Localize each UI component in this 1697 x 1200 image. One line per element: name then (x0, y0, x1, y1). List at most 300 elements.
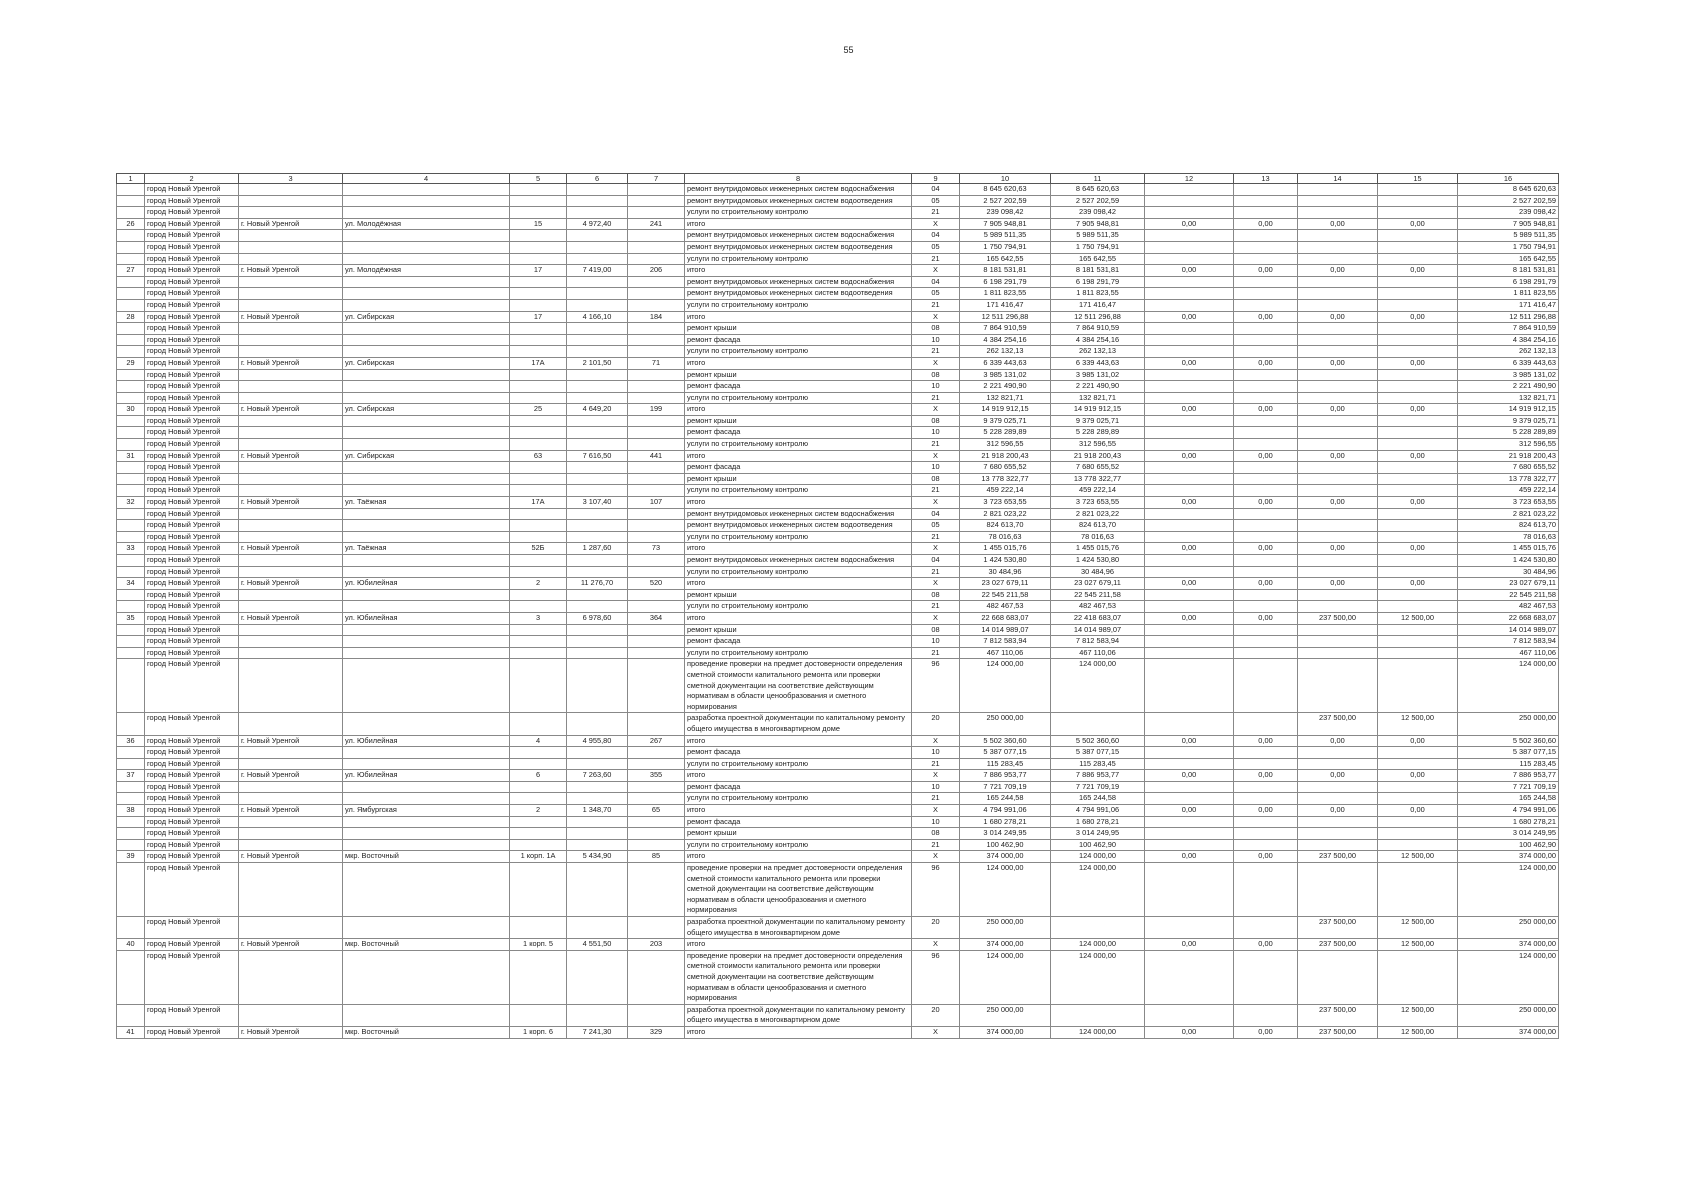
budget-cost-cell (1145, 392, 1234, 404)
local-budget-cell: 0,00 (1234, 265, 1298, 277)
residents-cell (628, 624, 685, 636)
house-number-cell: 17А (510, 497, 567, 509)
other-funds-cell (1378, 334, 1458, 346)
fund-cost-cell: 22 545 211,58 (1051, 589, 1145, 601)
house-number-cell (510, 659, 567, 713)
final-cost-cell: 132 821,71 (1458, 392, 1559, 404)
other-funds-cell (1378, 555, 1458, 567)
residents-cell: 184 (628, 311, 685, 323)
owner-funds-cell (1298, 839, 1378, 851)
owner-funds-cell (1298, 647, 1378, 659)
local-budget-cell (1234, 747, 1298, 759)
owner-funds-cell (1298, 624, 1378, 636)
table-row (117, 288, 1559, 300)
work-code-cell: X (912, 543, 960, 555)
street-cell (343, 520, 510, 532)
row-number-cell (117, 747, 145, 759)
residents-cell (628, 334, 685, 346)
street-cell (343, 462, 510, 474)
owner-funds-cell (1298, 299, 1378, 311)
work-type-cell: услуги по строительному контролю (685, 299, 912, 311)
street-cell (343, 659, 510, 713)
fund-cost-cell: 7 680 655,52 (1051, 462, 1145, 474)
final-cost-cell: 3 014 249,95 (1458, 828, 1559, 840)
house-number-cell (510, 462, 567, 474)
budget-cost-cell (1145, 415, 1234, 427)
other-funds-cell: 12 500,00 (1378, 917, 1458, 939)
fund-cost-cell: 7 812 583,94 (1051, 636, 1145, 648)
owner-funds-cell: 0,00 (1298, 543, 1378, 555)
house-number-cell (510, 230, 567, 242)
budget-cost-cell (1145, 758, 1234, 770)
budget-cost-cell: 0,00 (1145, 450, 1234, 462)
row-number-cell (117, 566, 145, 578)
final-cost-cell: 14 919 912,15 (1458, 404, 1559, 416)
municipality-cell: город Новый Уренгой (145, 839, 239, 851)
final-cost-cell: 824 613,70 (1458, 520, 1559, 532)
work-type-cell: итого (685, 578, 912, 590)
work-type-cell: ремонт крыши (685, 828, 912, 840)
residents-cell (628, 415, 685, 427)
fund-cost-cell: 4 384 254,16 (1051, 334, 1145, 346)
table-row (117, 241, 1559, 253)
local-budget-cell (1234, 713, 1298, 735)
fund-cost-cell: 14 919 912,15 (1051, 404, 1145, 416)
total-cost-cell: 250 000,00 (960, 917, 1051, 939)
owner-funds-cell (1298, 427, 1378, 439)
owner-funds-cell (1298, 392, 1378, 404)
other-funds-cell: 0,00 (1378, 497, 1458, 509)
local-budget-cell (1234, 555, 1298, 567)
budget-cost-cell: 0,00 (1145, 543, 1234, 555)
row-number-cell (117, 253, 145, 265)
final-cost-cell: 4 794 991,06 (1458, 805, 1559, 817)
final-cost-cell: 482 467,53 (1458, 601, 1559, 613)
street-cell (343, 839, 510, 851)
other-funds-cell: 0,00 (1378, 578, 1458, 590)
area-cell: 7 263,60 (567, 770, 628, 782)
house-number-cell (510, 439, 567, 451)
other-funds-cell (1378, 288, 1458, 300)
residents-cell: 85 (628, 851, 685, 863)
municipality-cell: город Новый Уренгой (145, 346, 239, 358)
street-cell (343, 392, 510, 404)
municipality-cell: город Новый Уренгой (145, 601, 239, 613)
total-cost-cell: 8 181 531,81 (960, 265, 1051, 277)
final-cost-cell: 4 384 254,16 (1458, 334, 1559, 346)
work-code-cell: 20 (912, 713, 960, 735)
other-funds-cell (1378, 781, 1458, 793)
total-cost-cell: 22 545 211,58 (960, 589, 1051, 601)
table-row (117, 334, 1559, 346)
residents-cell (628, 636, 685, 648)
row-number-cell: 27 (117, 265, 145, 277)
column-header: 11 (1051, 174, 1145, 184)
residents-cell (628, 473, 685, 485)
fund-cost-cell: 2 221 490,90 (1051, 381, 1145, 393)
budget-cost-cell (1145, 601, 1234, 613)
fund-cost-cell: 115 283,45 (1051, 758, 1145, 770)
work-code-cell: X (912, 450, 960, 462)
budget-cost-cell (1145, 369, 1234, 381)
column-header: 16 (1458, 174, 1559, 184)
total-cost-cell: 7 721 709,19 (960, 781, 1051, 793)
house-number-cell: 17 (510, 311, 567, 323)
municipality-cell: город Новый Уренгой (145, 497, 239, 509)
municipality-cell: город Новый Уренгой (145, 1004, 239, 1026)
fund-cost-cell: 14 014 989,07 (1051, 624, 1145, 636)
final-cost-cell: 459 222,14 (1458, 485, 1559, 497)
fund-cost-cell: 2 527 202,59 (1051, 195, 1145, 207)
table-row (117, 439, 1559, 451)
other-funds-cell (1378, 207, 1458, 219)
row-number-cell: 41 (117, 1026, 145, 1038)
local-budget-cell (1234, 195, 1298, 207)
total-cost-cell: 8 645 620,63 (960, 184, 1051, 196)
fund-cost-cell: 459 222,14 (1051, 485, 1145, 497)
work-type-cell: услуги по строительному контролю (685, 207, 912, 219)
fund-cost-cell: 1 811 823,55 (1051, 288, 1145, 300)
final-cost-cell: 250 000,00 (1458, 1004, 1559, 1026)
row-number-cell: 29 (117, 357, 145, 369)
budget-cost-cell (1145, 473, 1234, 485)
final-cost-cell: 7 680 655,52 (1458, 462, 1559, 474)
owner-funds-cell (1298, 346, 1378, 358)
table-row (117, 184, 1559, 196)
local-budget-cell (1234, 520, 1298, 532)
work-code-cell: 05 (912, 241, 960, 253)
house-number-cell (510, 636, 567, 648)
other-funds-cell (1378, 369, 1458, 381)
municipality-cell: город Новый Уренгой (145, 195, 239, 207)
municipality-cell: город Новый Уренгой (145, 758, 239, 770)
other-funds-cell (1378, 659, 1458, 713)
owner-funds-cell (1298, 758, 1378, 770)
total-cost-cell: 7 886 953,77 (960, 770, 1051, 782)
street-cell (343, 195, 510, 207)
street-cell: ул. Сибирская (343, 450, 510, 462)
street-cell: ул. Юбилейная (343, 735, 510, 747)
other-funds-cell (1378, 381, 1458, 393)
residents-cell: 71 (628, 357, 685, 369)
local-budget-cell: 0,00 (1234, 497, 1298, 509)
owner-funds-cell (1298, 334, 1378, 346)
street-cell (343, 207, 510, 219)
table-row (117, 781, 1559, 793)
owner-funds-cell: 0,00 (1298, 404, 1378, 416)
local-budget-cell (1234, 462, 1298, 474)
street-cell (343, 253, 510, 265)
row-number-cell (117, 230, 145, 242)
final-cost-cell: 9 379 025,71 (1458, 415, 1559, 427)
residents-cell (628, 950, 685, 1004)
budget-cost-cell: 0,00 (1145, 805, 1234, 817)
work-code-cell: 21 (912, 566, 960, 578)
residents-cell (628, 439, 685, 451)
area-cell (567, 659, 628, 713)
total-cost-cell: 21 918 200,43 (960, 450, 1051, 462)
row-number-cell (117, 793, 145, 805)
other-funds-cell (1378, 520, 1458, 532)
work-code-cell: X (912, 612, 960, 624)
house-number-cell (510, 323, 567, 335)
column-header: 13 (1234, 174, 1298, 184)
other-funds-cell (1378, 589, 1458, 601)
work-type-cell: ремонт внутридомовых инженерных систем водоснабжения (685, 276, 912, 288)
municipality-cell: город Новый Уренгой (145, 647, 239, 659)
total-cost-cell: 124 000,00 (960, 863, 1051, 917)
owner-funds-cell: 0,00 (1298, 450, 1378, 462)
local-budget-cell (1234, 950, 1298, 1004)
fund-cost-cell: 7 864 910,59 (1051, 323, 1145, 335)
house-number-cell: 2 (510, 805, 567, 817)
total-cost-cell: 1 811 823,55 (960, 288, 1051, 300)
area-cell (567, 415, 628, 427)
table-row (117, 816, 1559, 828)
row-number-cell: 39 (117, 851, 145, 863)
local-budget-cell (1234, 816, 1298, 828)
work-type-cell: ремонт фасада (685, 781, 912, 793)
total-cost-cell: 22 668 683,07 (960, 612, 1051, 624)
total-cost-cell: 165 642,55 (960, 253, 1051, 265)
area-cell (567, 713, 628, 735)
local-budget-cell (1234, 485, 1298, 497)
work-code-cell: 96 (912, 863, 960, 917)
fund-cost-cell: 124 000,00 (1051, 863, 1145, 917)
table-row (117, 917, 1559, 939)
area-cell (567, 624, 628, 636)
work-code-cell: 10 (912, 427, 960, 439)
local-budget-cell: 0,00 (1234, 851, 1298, 863)
column-header: 1 (117, 174, 145, 184)
owner-funds-cell (1298, 659, 1378, 713)
table-row (117, 601, 1559, 613)
other-funds-cell: 0,00 (1378, 805, 1458, 817)
row-number-cell (117, 473, 145, 485)
fund-cost-cell: 132 821,71 (1051, 392, 1145, 404)
work-type-cell: услуги по строительному контролю (685, 392, 912, 404)
final-cost-cell: 467 110,06 (1458, 647, 1559, 659)
local-budget-cell (1234, 636, 1298, 648)
total-cost-cell: 124 000,00 (960, 659, 1051, 713)
final-cost-cell: 1 424 530,80 (1458, 555, 1559, 567)
house-number-cell: 1 корп. 6 (510, 1026, 567, 1038)
other-funds-cell (1378, 323, 1458, 335)
work-code-cell: 21 (912, 299, 960, 311)
final-cost-cell: 12 511 296,88 (1458, 311, 1559, 323)
work-type-cell: ремонт крыши (685, 323, 912, 335)
owner-funds-cell (1298, 439, 1378, 451)
fund-cost-cell: 5 387 077,15 (1051, 747, 1145, 759)
work-type-cell: проведение проверки на предмет достоверности определения сметной стоимости капитального ремонта или проверки сметной документации на соответствие действующим нормативам в области ценообразования и сметного нормирования (685, 659, 912, 713)
house-number-cell (510, 415, 567, 427)
total-cost-cell: 13 778 322,77 (960, 473, 1051, 485)
row-number-cell (117, 427, 145, 439)
residents-cell (628, 184, 685, 196)
area-cell (567, 346, 628, 358)
area-cell (567, 381, 628, 393)
area-cell (567, 241, 628, 253)
locality-cell (239, 427, 343, 439)
work-code-cell: 04 (912, 555, 960, 567)
table-row (117, 392, 1559, 404)
street-cell (343, 793, 510, 805)
area-cell (567, 758, 628, 770)
house-number-cell (510, 334, 567, 346)
work-code-cell: 20 (912, 917, 960, 939)
work-code-cell: 21 (912, 439, 960, 451)
area-cell (567, 531, 628, 543)
local-budget-cell: 0,00 (1234, 612, 1298, 624)
area-cell (567, 462, 628, 474)
work-type-cell: разработка проектной документации по капитальному ремонту общего имущества в многоквартирном доме (685, 713, 912, 735)
residents-cell (628, 758, 685, 770)
row-number-cell (117, 299, 145, 311)
house-number-cell: 25 (510, 404, 567, 416)
table-row (117, 659, 1559, 713)
work-type-cell: итого (685, 770, 912, 782)
local-budget-cell (1234, 828, 1298, 840)
row-number-cell (117, 758, 145, 770)
document-table-wrapper (116, 173, 1559, 1039)
total-cost-cell: 1 680 278,21 (960, 816, 1051, 828)
other-funds-cell: 12 500,00 (1378, 612, 1458, 624)
fund-cost-cell: 1 424 530,80 (1051, 555, 1145, 567)
residents-cell: 441 (628, 450, 685, 462)
final-cost-cell: 30 484,96 (1458, 566, 1559, 578)
area-cell (567, 392, 628, 404)
residents-cell (628, 369, 685, 381)
work-code-cell: 08 (912, 415, 960, 427)
other-funds-cell (1378, 950, 1458, 1004)
local-budget-cell (1234, 589, 1298, 601)
local-budget-cell (1234, 863, 1298, 917)
house-number-cell (510, 520, 567, 532)
fund-cost-cell: 467 110,06 (1051, 647, 1145, 659)
owner-funds-cell (1298, 555, 1378, 567)
fund-cost-cell: 1 750 794,91 (1051, 241, 1145, 253)
other-funds-cell (1378, 462, 1458, 474)
total-cost-cell: 171 416,47 (960, 299, 1051, 311)
row-number-cell (117, 555, 145, 567)
area-cell (567, 917, 628, 939)
work-type-cell: услуги по строительному контролю (685, 566, 912, 578)
fund-cost-cell: 1 680 278,21 (1051, 816, 1145, 828)
house-number-cell: 17 (510, 265, 567, 277)
local-budget-cell: 0,00 (1234, 450, 1298, 462)
local-budget-cell (1234, 334, 1298, 346)
house-number-cell (510, 839, 567, 851)
house-number-cell (510, 816, 567, 828)
table-row (117, 555, 1559, 567)
residents-cell (628, 299, 685, 311)
municipality-cell: город Новый Уренгой (145, 241, 239, 253)
final-cost-cell: 7 812 583,94 (1458, 636, 1559, 648)
owner-funds-cell (1298, 816, 1378, 828)
locality-cell (239, 462, 343, 474)
budget-cost-cell: 0,00 (1145, 404, 1234, 416)
fund-cost-cell: 2 821 023,22 (1051, 508, 1145, 520)
other-funds-cell (1378, 531, 1458, 543)
total-cost-cell: 100 462,90 (960, 839, 1051, 851)
final-cost-cell: 124 000,00 (1458, 950, 1559, 1004)
owner-funds-cell (1298, 747, 1378, 759)
column-header: 5 (510, 174, 567, 184)
table-row (117, 589, 1559, 601)
work-code-cell: X (912, 1026, 960, 1038)
area-cell: 4 972,40 (567, 218, 628, 230)
owner-funds-cell: 237 500,00 (1298, 917, 1378, 939)
fund-cost-cell: 124 000,00 (1051, 659, 1145, 713)
table-row (117, 218, 1559, 230)
total-cost-cell: 4 794 991,06 (960, 805, 1051, 817)
locality-cell: г. Новый Уренгой (239, 450, 343, 462)
locality-cell: г. Новый Уренгой (239, 735, 343, 747)
other-funds-cell (1378, 839, 1458, 851)
local-budget-cell (1234, 392, 1298, 404)
street-cell (343, 323, 510, 335)
table-row (117, 531, 1559, 543)
municipality-cell: город Новый Уренгой (145, 323, 239, 335)
table-row (117, 839, 1559, 851)
budget-cost-cell: 0,00 (1145, 357, 1234, 369)
municipality-cell: город Новый Уренгой (145, 659, 239, 713)
area-cell (567, 288, 628, 300)
work-type-cell: услуги по строительному контролю (685, 758, 912, 770)
work-code-cell: 10 (912, 781, 960, 793)
residents-cell: 520 (628, 578, 685, 590)
work-code-cell: 21 (912, 839, 960, 851)
municipality-cell: город Новый Уренгой (145, 555, 239, 567)
street-cell (343, 334, 510, 346)
area-cell: 7 616,50 (567, 450, 628, 462)
owner-funds-cell (1298, 462, 1378, 474)
area-cell (567, 863, 628, 917)
residents-cell (628, 647, 685, 659)
residents-cell (628, 601, 685, 613)
street-cell (343, 346, 510, 358)
residents-cell (628, 917, 685, 939)
locality-cell: г. Новый Уренгой (239, 805, 343, 817)
municipality-cell: город Новый Уренгой (145, 543, 239, 555)
residents-cell (628, 253, 685, 265)
locality-cell: г. Новый Уренгой (239, 404, 343, 416)
budget-cost-cell (1145, 713, 1234, 735)
work-code-cell: 04 (912, 184, 960, 196)
table-row (117, 758, 1559, 770)
area-cell (567, 816, 628, 828)
budget-cost-cell (1145, 381, 1234, 393)
municipality-cell: город Новый Уренгой (145, 828, 239, 840)
house-number-cell: 3 (510, 612, 567, 624)
locality-cell (239, 950, 343, 1004)
fund-cost-cell: 3 014 249,95 (1051, 828, 1145, 840)
street-cell (343, 288, 510, 300)
residents-cell (628, 659, 685, 713)
total-cost-cell: 7 812 583,94 (960, 636, 1051, 648)
final-cost-cell: 5 502 360,60 (1458, 735, 1559, 747)
locality-cell (239, 241, 343, 253)
owner-funds-cell (1298, 636, 1378, 648)
table-row (117, 462, 1559, 474)
municipality-cell: город Новый Уренгой (145, 805, 239, 817)
final-cost-cell: 7 864 910,59 (1458, 323, 1559, 335)
total-cost-cell: 7 680 655,52 (960, 462, 1051, 474)
street-cell: ул. Сибирская (343, 357, 510, 369)
owner-funds-cell (1298, 531, 1378, 543)
budget-cost-cell: 0,00 (1145, 612, 1234, 624)
locality-cell: г. Новый Уренгой (239, 497, 343, 509)
